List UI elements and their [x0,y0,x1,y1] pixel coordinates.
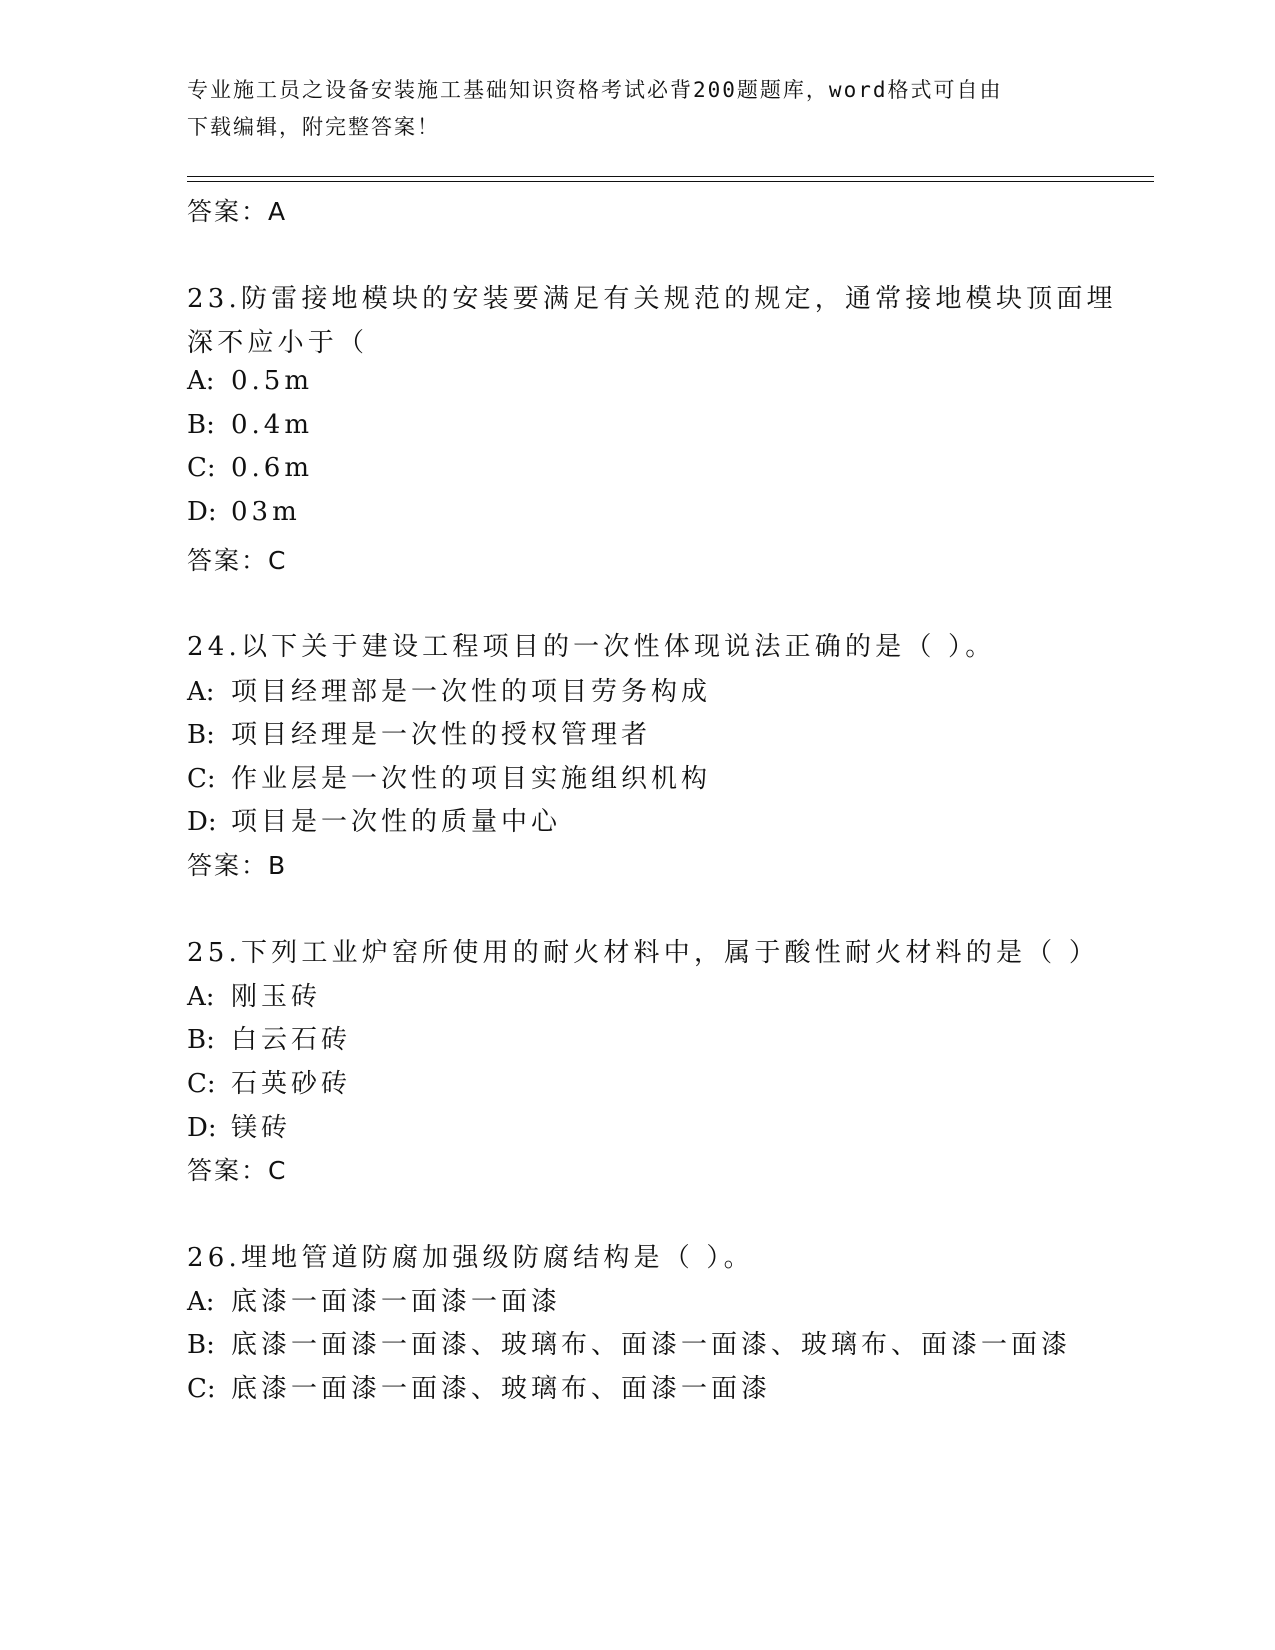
option-letter: C: [187,764,216,794]
option-text: 项目经理是一次性的授权管理者 [231,720,652,750]
option-letter: A: [187,677,215,707]
option-d [187,801,561,838]
header-line-1: 专业施工员之设备安装施工基础知识资格考试必背200题题库，word格式可自由 [187,78,1003,102]
option-text: 0.5m [231,366,314,396]
option-c [187,758,711,795]
option-text: 底漆一面漆一面漆、玻璃布、面漆一面漆、玻璃布、面漆一面漆 [231,1330,1072,1360]
option-text: 镁砖 [231,1113,292,1143]
header-divider-bottom [187,181,1154,182]
option-letter: C: [187,453,216,483]
option-c [187,1063,351,1100]
option-letter: C: [187,1069,216,1099]
page-header [187,72,1087,146]
question-text: 24.以下关于建设工程项目的一次性体现说法正确的是（ ）。 [187,632,996,662]
option-text: 0.6m [231,453,314,483]
option-text: 底漆一面漆一面漆一面漆 [231,1287,562,1317]
option-d [187,1107,291,1144]
option-text: 0.4m [231,410,314,440]
option-letter: A: [187,1287,215,1317]
header-divider-top [187,176,1154,177]
option-letter: D: [187,497,217,527]
option-text: 白云石砖 [231,1025,352,1055]
answer: 答案：C [187,546,288,575]
option-text: 石英砂砖 [231,1069,352,1099]
question-text-cont: 深不应小于（ [187,328,369,358]
option-c [187,453,313,483]
option-letter: D: [187,1113,217,1143]
option-text: 刚玉砖 [231,982,322,1012]
answer: 答案：B [187,851,288,880]
answer: 答案：C [187,1156,288,1185]
option-b [187,1019,351,1056]
question-text: 25.下列工业炉窑所使用的耐火材料中，属于酸性耐火材料的是（ ） [187,938,1100,968]
option-letter: A: [187,366,215,396]
option-letter: B: [187,720,215,750]
option-text: 底漆一面漆一面漆、玻璃布、面漆一面漆 [231,1374,772,1404]
option-letter: D: [187,807,217,837]
option-b [187,714,651,751]
option-a [187,366,313,396]
option-c [187,1368,771,1405]
option-text: 03m [231,497,301,527]
option-a [187,976,321,1013]
option-letter: B: [187,410,215,440]
option-letter: B: [187,1025,215,1055]
option-a [187,671,711,708]
answer-prev: 答案：A [187,197,288,226]
option-text: 项目经理部是一次性的项目劳务构成 [231,677,712,707]
option-d [187,497,301,527]
option-a [187,1281,561,1318]
option-letter: A: [187,982,215,1012]
option-letter: C: [187,1374,216,1404]
question-text: 23.防雷接地模块的安装要满足有关规范的规定，通常接地模块顶面埋 [187,284,1117,314]
option-text: 作业层是一次性的项目实施组织机构 [231,764,712,794]
option-b [187,1324,1071,1361]
option-b [187,410,313,440]
option-text: 项目是一次性的质量中心 [231,807,562,837]
option-letter: B: [187,1330,215,1360]
question-text: 26.埋地管道防腐加强级防腐结构是（ ）。 [187,1243,754,1273]
header-line-2: 下载编辑，附完整答案！ [187,115,440,139]
